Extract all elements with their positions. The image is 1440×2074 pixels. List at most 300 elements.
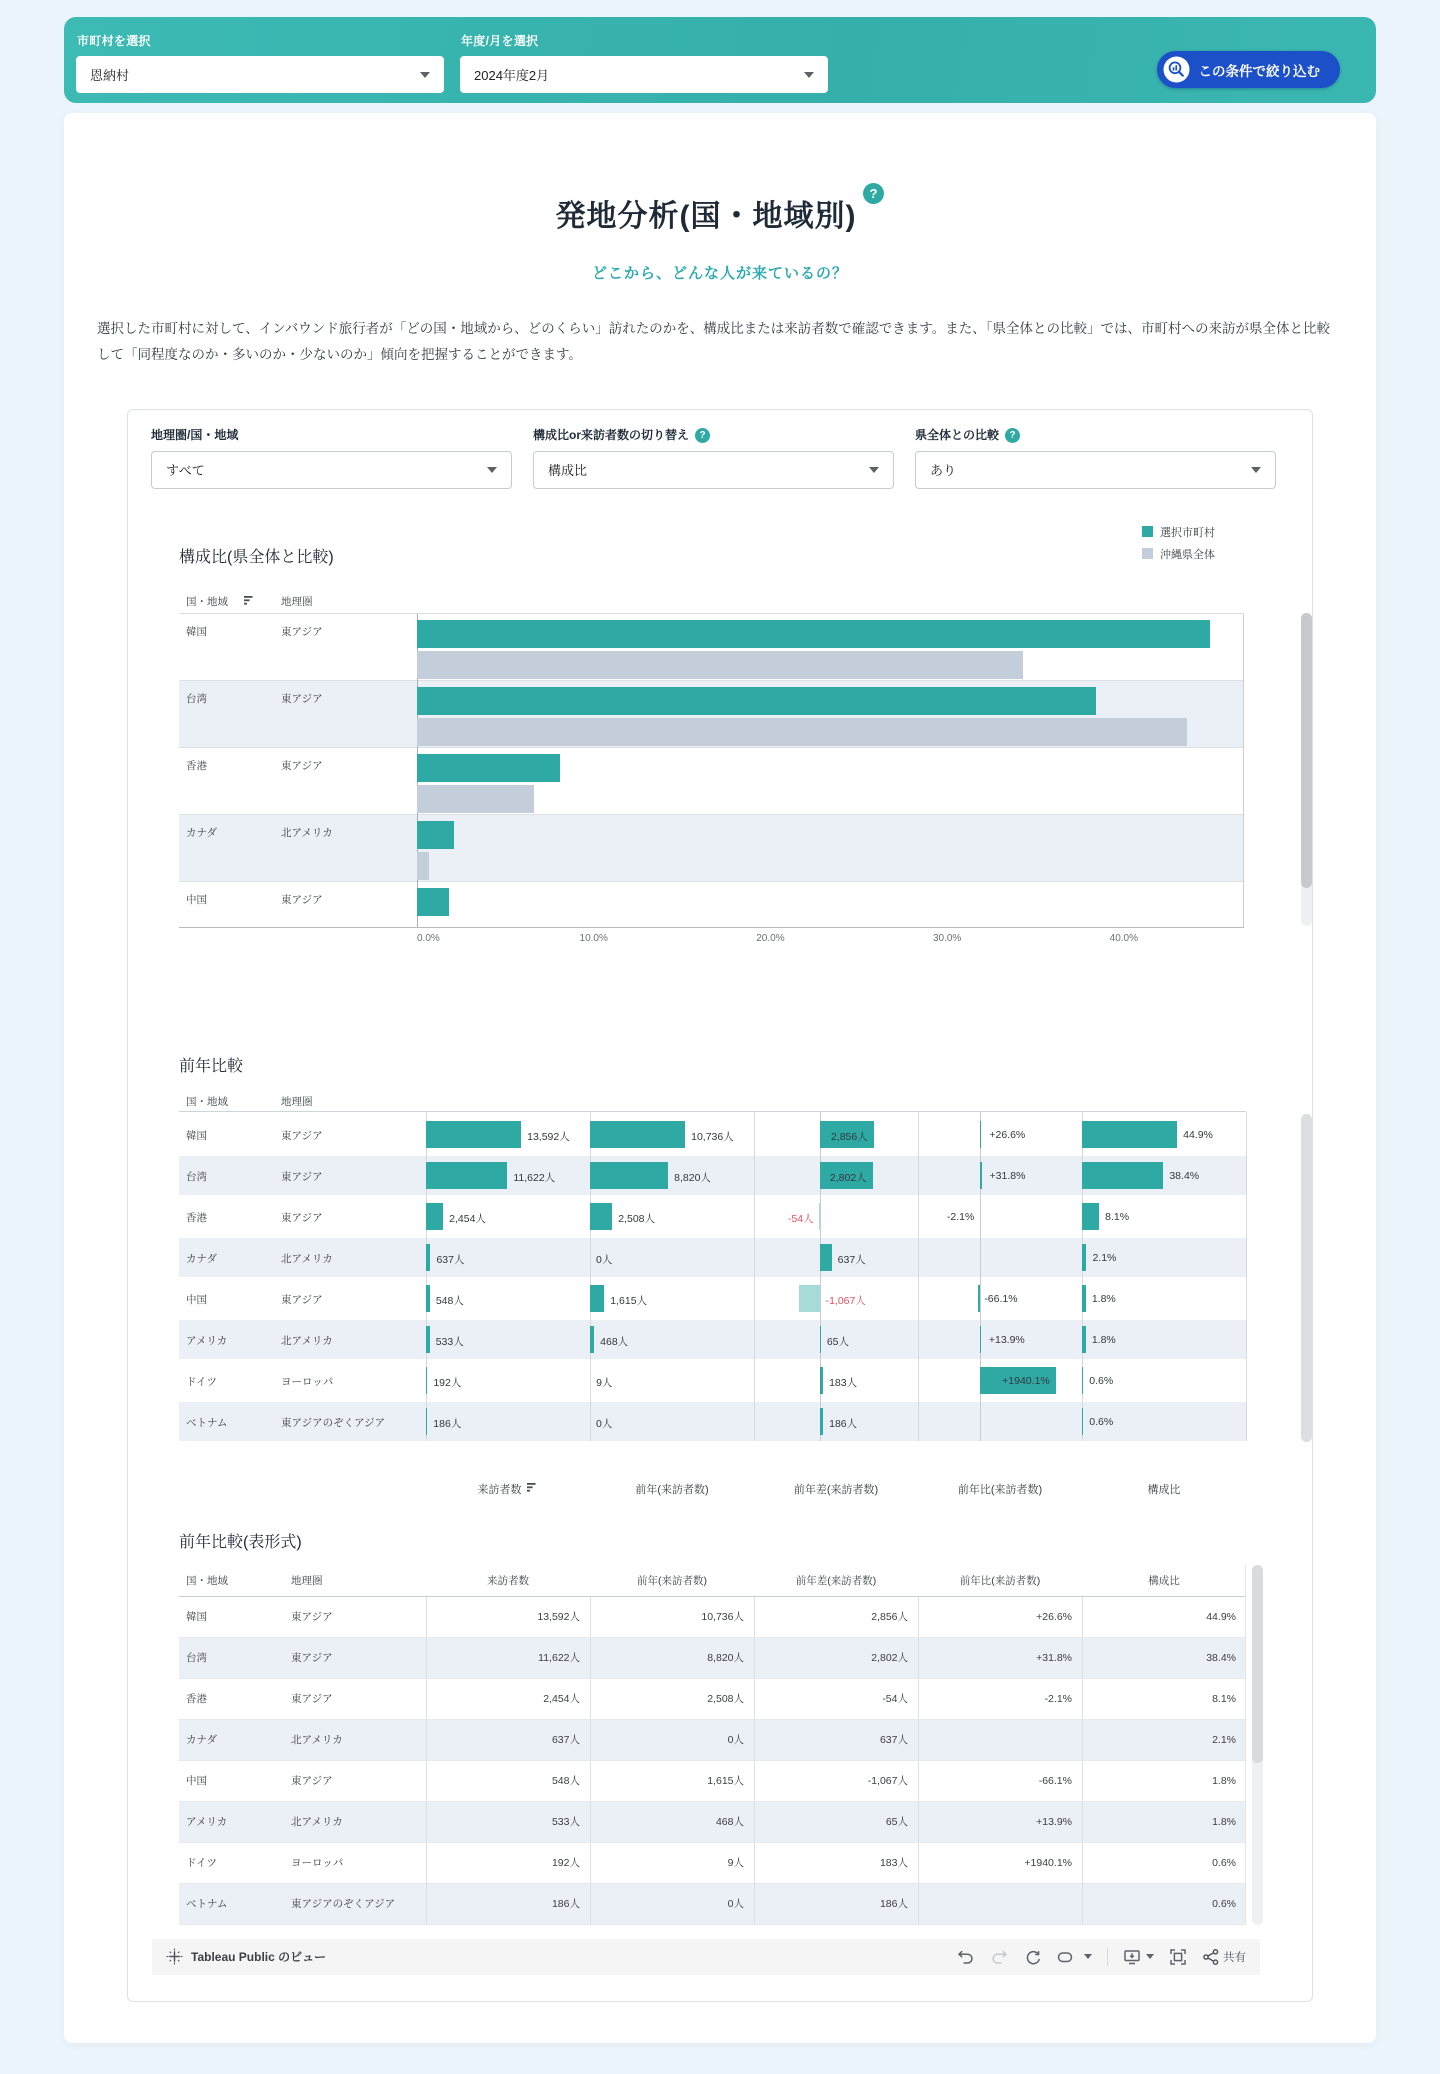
legend-swatch-teal bbox=[1142, 526, 1153, 537]
chart-composition-column-headers bbox=[179, 591, 1312, 613]
measure-value: 183人 bbox=[829, 1376, 858, 1389]
measure-cell-diff bbox=[754, 1361, 918, 1400]
column-header-region: 地理圏 bbox=[281, 596, 313, 609]
row-label-country: 中国 bbox=[186, 1293, 207, 1306]
table-cell: 2,508人 bbox=[590, 1679, 754, 1719]
row-plot bbox=[417, 614, 1244, 680]
axis-tick-label: 40.0% bbox=[1109, 932, 1139, 944]
measure-bar[interactable] bbox=[426, 1162, 507, 1189]
column-divider-line bbox=[918, 1112, 919, 1441]
row-plot bbox=[417, 681, 1244, 747]
tableau-toolbar bbox=[152, 1939, 1260, 1975]
row-label-country: カナダ bbox=[186, 1252, 217, 1265]
measure-cell-prev bbox=[590, 1197, 754, 1236]
municipality-label: 市町村を選択 bbox=[77, 34, 151, 48]
measure-bar[interactable] bbox=[426, 1408, 427, 1435]
measure-cell-diff bbox=[754, 1402, 918, 1441]
table-yoy bbox=[179, 1565, 1246, 1925]
row-plot bbox=[417, 882, 1244, 927]
measure-cell-visitors bbox=[426, 1115, 590, 1154]
table-header-prev: 前年(来訪者数) bbox=[637, 1574, 707, 1587]
table-body bbox=[179, 1597, 1245, 1925]
chart-composition-title: 構成比(県全体と比較) bbox=[179, 548, 334, 566]
filter-metric-select[interactable] bbox=[533, 451, 894, 489]
filter-header-bar bbox=[64, 17, 1376, 103]
row-label-region: 東アジア bbox=[281, 625, 323, 638]
table-cell: 2,454人 bbox=[426, 1679, 590, 1719]
column-header-country: 国・地域 bbox=[186, 1096, 228, 1109]
measure-cell-share bbox=[1082, 1279, 1246, 1318]
help-icon[interactable]: ? bbox=[863, 183, 884, 204]
row-label-region: 東アジアのぞくアジア bbox=[281, 1416, 386, 1429]
legend-label: 沖縄県全体 bbox=[1160, 548, 1215, 561]
legend-prefecture[interactable] bbox=[1142, 546, 1215, 562]
measure-cell-prev bbox=[590, 1115, 754, 1154]
table-cell: 0人 bbox=[590, 1720, 754, 1760]
apply-filter-button[interactable] bbox=[1157, 51, 1341, 88]
table-cell: 65人 bbox=[754, 1802, 918, 1842]
chevron-down-icon bbox=[1146, 1954, 1154, 1959]
table-yoy-title: 前年比較(表形式) bbox=[179, 1533, 302, 1551]
chart-row bbox=[179, 1238, 1246, 1277]
chart-composition-rows bbox=[179, 613, 1244, 927]
measure-cell-share bbox=[1082, 1320, 1246, 1359]
row-label-country: ベトナム bbox=[186, 1416, 228, 1429]
tableau-view-label: Tableau Public のビュー bbox=[191, 1950, 327, 1965]
measure-bar[interactable] bbox=[1082, 1244, 1086, 1271]
measure-cell-rate bbox=[918, 1156, 1082, 1195]
table-header-visitors: 来訪者数 bbox=[487, 1574, 529, 1587]
measure-cell-rate bbox=[918, 1320, 1082, 1359]
filter-comparison bbox=[915, 426, 1276, 489]
measure-value: +1940.1% bbox=[1002, 1374, 1050, 1387]
chart-row bbox=[179, 1320, 1246, 1359]
chart-row bbox=[179, 1279, 1246, 1318]
measure-bar[interactable] bbox=[980, 1162, 981, 1189]
chart-row bbox=[179, 681, 1244, 748]
table-cell: ヨーロッパ bbox=[291, 1857, 344, 1870]
measure-value-negative: -66.1% bbox=[984, 1292, 1018, 1305]
table-header-row bbox=[179, 1565, 1245, 1597]
filter-geography-label: 地理圏/国・地域 bbox=[151, 427, 239, 442]
measure-cell-share bbox=[1082, 1115, 1246, 1154]
table-cell: 8,820人 bbox=[590, 1638, 754, 1678]
measure-value: 9人 bbox=[596, 1376, 613, 1389]
measure-bar[interactable] bbox=[426, 1203, 443, 1230]
chart-row bbox=[179, 1156, 1246, 1195]
table-cell: +1940.1% bbox=[918, 1843, 1082, 1883]
measure-bar[interactable] bbox=[1082, 1162, 1163, 1189]
legend-label: 選択市町村 bbox=[1160, 526, 1215, 539]
sort-descending-icon[interactable] bbox=[527, 1482, 539, 1496]
table-row bbox=[179, 1802, 1245, 1843]
measure-value-negative: -2.1% bbox=[946, 1210, 975, 1223]
table-cell: アメリカ bbox=[186, 1816, 228, 1829]
scrollbar-thumb[interactable] bbox=[1252, 1565, 1263, 1763]
legend-selected-municipality[interactable] bbox=[1142, 524, 1215, 540]
measure-bar[interactable] bbox=[820, 1244, 832, 1271]
row-label-region: 北アメリカ bbox=[281, 1334, 333, 1347]
measure-cell-visitors bbox=[426, 1320, 590, 1359]
measure-bar[interactable] bbox=[1082, 1121, 1177, 1148]
measure-bar[interactable] bbox=[426, 1326, 430, 1353]
view-options-icon[interactable] bbox=[1057, 1948, 1092, 1966]
chart-row bbox=[179, 1361, 1246, 1400]
table-cell: 韓国 bbox=[186, 1611, 207, 1624]
measure-cell-rate bbox=[918, 1115, 1082, 1154]
measure-cell-diff bbox=[754, 1197, 918, 1236]
table-cell: -2.1% bbox=[918, 1679, 1082, 1719]
table-row bbox=[179, 1843, 1245, 1884]
measure-value: 13,592人 bbox=[527, 1130, 570, 1143]
measure-value: 0人 bbox=[596, 1253, 613, 1266]
measure-value: 186人 bbox=[433, 1417, 462, 1430]
measure-label-diff: 前年差(来訪者数) bbox=[793, 1483, 879, 1496]
table-cell: 東アジア bbox=[291, 1611, 333, 1624]
row-label-region: 東アジア bbox=[281, 692, 323, 705]
measure-cell-prev bbox=[590, 1156, 754, 1195]
measure-bar[interactable] bbox=[1082, 1367, 1083, 1394]
filter-metric-label: 構成比or来訪者数の切り替え ? bbox=[533, 426, 894, 443]
measure-cell-rate bbox=[918, 1402, 1082, 1441]
axis-tick-label: 20.0% bbox=[756, 932, 785, 944]
row-label-country: 台湾 bbox=[186, 692, 207, 705]
table-header-diff: 前年差(来訪者数) bbox=[795, 1574, 877, 1587]
table-cell: 2,802人 bbox=[754, 1638, 918, 1678]
bar-prefecture[interactable] bbox=[417, 718, 1187, 746]
row-label-country: 香港 bbox=[186, 759, 207, 772]
chart-composition-section bbox=[128, 526, 1312, 957]
period-field bbox=[460, 30, 828, 103]
table-cell: カナダ bbox=[186, 1734, 217, 1747]
chevron-down-icon bbox=[869, 467, 879, 473]
table-cell: 186人 bbox=[426, 1884, 590, 1924]
measure-cell-prev bbox=[590, 1238, 754, 1277]
measure-value: 1,615人 bbox=[610, 1294, 648, 1307]
measure-bar[interactable] bbox=[590, 1162, 668, 1189]
table-cell: 11,622人 bbox=[426, 1638, 590, 1678]
measure-value: 533人 bbox=[435, 1335, 464, 1348]
row-label-country: 香港 bbox=[186, 1211, 207, 1224]
measure-cell-diff bbox=[754, 1238, 918, 1277]
table-cell: 東アジアのぞくアジア bbox=[291, 1898, 396, 1911]
filter-comparison-label: 県全体との比較 ? bbox=[915, 426, 1276, 443]
filter-geography-select[interactable] bbox=[151, 451, 512, 489]
row-label-country: 韓国 bbox=[186, 625, 207, 638]
row-label-country: ドイツ bbox=[186, 1375, 217, 1388]
measure-cell-visitors bbox=[426, 1238, 590, 1277]
filter-comparison-select[interactable] bbox=[915, 451, 1276, 489]
redo-icon[interactable] bbox=[990, 1948, 1009, 1966]
bar-selected-municipality[interactable] bbox=[417, 620, 1210, 648]
table-yoy-section bbox=[128, 1529, 1312, 1925]
legend-swatch-gray bbox=[1142, 548, 1153, 559]
page-description: 選択した市町村に対して、インバウンド旅行者が「どの国・地域から、どのくらい」訪れたのかを、構成比または来訪者数で確認できます。また、「県全体との比較」では、市町村への来訪が県全体と比較して「同程度なのか・多いのか・少ないのか」傾向を把握することができます。 bbox=[97, 321, 1330, 363]
measure-value-negative: -54人 bbox=[787, 1212, 814, 1225]
measure-value: 637人 bbox=[436, 1253, 465, 1266]
table-cell: 1.8% bbox=[1082, 1761, 1246, 1801]
measure-value: 38.4% bbox=[1169, 1169, 1200, 1182]
measure-cell-prev bbox=[590, 1361, 754, 1400]
row-label-country: 台湾 bbox=[186, 1170, 207, 1183]
row-label-country: 中国 bbox=[186, 893, 207, 906]
table-row bbox=[179, 1679, 1245, 1720]
measure-cell-visitors bbox=[426, 1402, 590, 1441]
row-label-region: 東アジア bbox=[281, 1129, 323, 1142]
table-cell: 44.9% bbox=[1082, 1597, 1246, 1637]
measure-bar[interactable] bbox=[1082, 1408, 1083, 1435]
table-cell: 8.1% bbox=[1082, 1679, 1246, 1719]
bar-prefecture[interactable] bbox=[417, 852, 429, 880]
measure-bar[interactable] bbox=[1082, 1203, 1099, 1230]
bar-selected-municipality[interactable] bbox=[417, 888, 449, 916]
axis-tick-label: 30.0% bbox=[932, 932, 962, 944]
measure-cell-prev bbox=[590, 1279, 754, 1318]
table-cell: 0.6% bbox=[1082, 1843, 1246, 1883]
chart-row bbox=[179, 815, 1244, 882]
table-cell: +26.6% bbox=[918, 1597, 1082, 1637]
measure-cell-share bbox=[1082, 1402, 1246, 1441]
measure-bar[interactable] bbox=[980, 1121, 981, 1148]
measure-value: 1.8% bbox=[1091, 1292, 1116, 1305]
measure-bar-negative[interactable] bbox=[819, 1203, 820, 1230]
table-cell: 2.1% bbox=[1082, 1720, 1246, 1760]
table-cell: 468人 bbox=[590, 1802, 754, 1842]
chevron-down-icon bbox=[804, 72, 814, 78]
table-row bbox=[179, 1884, 1245, 1925]
table-cell: 183人 bbox=[754, 1843, 918, 1883]
vertical-scrollbar[interactable] bbox=[1301, 1114, 1312, 1442]
measure-value: +26.6% bbox=[989, 1128, 1026, 1141]
period-label: 年度/月を選択 bbox=[461, 34, 539, 48]
measure-value: 0.6% bbox=[1089, 1374, 1114, 1387]
measure-bar-negative[interactable] bbox=[978, 1285, 981, 1312]
table-cell: 192人 bbox=[426, 1843, 590, 1883]
table-cell: 北アメリカ bbox=[291, 1734, 343, 1747]
column-header-country: 国・地域 bbox=[186, 596, 228, 609]
row-label-region: 東アジア bbox=[281, 1170, 323, 1183]
table-row bbox=[179, 1597, 1245, 1638]
measure-cell-diff bbox=[754, 1279, 918, 1318]
measure-value: 186人 bbox=[829, 1417, 858, 1430]
table-cell bbox=[918, 1720, 1082, 1760]
measure-label-rate: 前年比(来訪者数) bbox=[957, 1483, 1043, 1496]
chevron-down-icon bbox=[420, 72, 430, 78]
table-cell: 東アジア bbox=[291, 1775, 333, 1788]
measure-value: 2.1% bbox=[1092, 1251, 1117, 1264]
row-label-region: 東アジア bbox=[281, 893, 323, 906]
filter-metric-value: 構成比 bbox=[548, 463, 588, 479]
period-value: 2024年度2月 bbox=[474, 68, 550, 83]
table-cell: 香港 bbox=[186, 1693, 207, 1706]
filter-metric bbox=[533, 426, 894, 489]
measure-cell-rate bbox=[918, 1279, 1082, 1318]
row-label-region: 東アジア bbox=[281, 759, 323, 772]
chart-yoy-section bbox=[128, 1053, 1312, 1497]
viz-filters bbox=[128, 426, 1312, 489]
measure-bar[interactable] bbox=[1082, 1285, 1086, 1312]
help-icon[interactable]: ? bbox=[1005, 428, 1020, 443]
table-cell: 1.8% bbox=[1082, 1802, 1246, 1842]
measure-value: 548人 bbox=[435, 1294, 464, 1307]
measure-cell-prev bbox=[590, 1402, 754, 1441]
measure-bar[interactable] bbox=[1082, 1326, 1086, 1353]
measure-cell-share bbox=[1082, 1361, 1246, 1400]
row-label-region: 北アメリカ bbox=[281, 1252, 333, 1265]
measure-value: 2,454人 bbox=[449, 1212, 486, 1225]
measure-cell-share bbox=[1082, 1156, 1246, 1195]
chart-yoy-column-headers bbox=[179, 1093, 1312, 1111]
measure-value: 192人 bbox=[433, 1376, 462, 1389]
row-plot bbox=[417, 815, 1244, 881]
table-cell: 中国 bbox=[186, 1775, 207, 1788]
page-subtitle: どこから、どんな人が来ているの？ bbox=[591, 265, 848, 282]
measure-cell-rate bbox=[918, 1197, 1082, 1236]
bar-selected-municipality[interactable] bbox=[417, 687, 1096, 715]
measure-bar[interactable] bbox=[820, 1367, 823, 1394]
table-cell: 533人 bbox=[426, 1802, 590, 1842]
table-cell: ドイツ bbox=[186, 1857, 217, 1870]
axis-line bbox=[1243, 614, 1244, 927]
chart-row bbox=[179, 748, 1244, 815]
undo-icon[interactable] bbox=[956, 1948, 975, 1966]
bar-prefecture[interactable] bbox=[417, 651, 1023, 679]
vertical-scrollbar[interactable] bbox=[1301, 613, 1312, 926]
vertical-scrollbar[interactable] bbox=[1252, 1565, 1263, 1925]
measure-value: 2,802人 bbox=[829, 1171, 867, 1184]
chart-row bbox=[179, 1197, 1246, 1236]
measure-bar[interactable] bbox=[590, 1326, 594, 1353]
measure-bar[interactable] bbox=[426, 1244, 430, 1271]
measure-cell-visitors bbox=[426, 1156, 590, 1195]
table-cell bbox=[918, 1884, 1082, 1924]
table-cell: 北アメリカ bbox=[291, 1816, 343, 1829]
table-cell: 台湾 bbox=[186, 1652, 207, 1665]
scrollbar-thumb[interactable] bbox=[1301, 613, 1312, 888]
main-card bbox=[64, 113, 1376, 2043]
measure-cell-visitors bbox=[426, 1197, 590, 1236]
chart-row bbox=[179, 1402, 1246, 1441]
measure-bar[interactable] bbox=[426, 1121, 521, 1148]
chart-yoy-rows bbox=[179, 1111, 1246, 1441]
download-icon[interactable] bbox=[1123, 1948, 1154, 1966]
row-label-region: 北アメリカ bbox=[281, 826, 333, 839]
table-cell: +13.9% bbox=[918, 1802, 1082, 1842]
measure-value: 8.1% bbox=[1105, 1210, 1130, 1223]
table-cell: 1,615人 bbox=[590, 1761, 754, 1801]
measure-value: 8,820人 bbox=[674, 1171, 711, 1184]
measure-bar[interactable] bbox=[820, 1408, 824, 1435]
table-cell: 9人 bbox=[590, 1843, 754, 1883]
measure-bar-negative[interactable] bbox=[799, 1285, 819, 1312]
measure-label-prev: 前年(来訪者数) bbox=[635, 1483, 709, 1496]
measure-cell-rate bbox=[918, 1361, 1082, 1400]
reset-icon[interactable] bbox=[1024, 1948, 1042, 1966]
measure-cell-diff bbox=[754, 1320, 918, 1359]
table-cell: 186人 bbox=[754, 1884, 918, 1924]
table-cell: 0.6% bbox=[1082, 1884, 1246, 1924]
measure-value: 11,622人 bbox=[513, 1171, 556, 1184]
table-header-share: 構成比 bbox=[1148, 1574, 1180, 1587]
municipality-select[interactable] bbox=[76, 56, 444, 93]
page-title-text: 発地分析(国・地域別) bbox=[555, 200, 857, 233]
measure-bar[interactable] bbox=[590, 1121, 685, 1148]
chevron-down-icon bbox=[1084, 1954, 1092, 1959]
table-cell: ベトナム bbox=[186, 1898, 228, 1911]
sort-descending-icon[interactable] bbox=[244, 595, 256, 609]
measure-value: 0人 bbox=[596, 1417, 613, 1430]
table-cell: 10,736人 bbox=[590, 1597, 754, 1637]
measure-cell-visitors bbox=[426, 1361, 590, 1400]
measure-value: 468人 bbox=[600, 1335, 629, 1348]
column-divider-line bbox=[754, 1112, 755, 1441]
measure-cell-share bbox=[1082, 1197, 1246, 1236]
measure-cell-prev bbox=[590, 1320, 754, 1359]
measure-cell-visitors bbox=[426, 1279, 590, 1318]
chart-row bbox=[179, 1115, 1246, 1154]
filter-geography bbox=[151, 426, 512, 489]
table-cell: 548人 bbox=[426, 1761, 590, 1801]
table-cell: -54人 bbox=[754, 1679, 918, 1719]
table-row bbox=[179, 1720, 1245, 1761]
chart-composition-axis bbox=[179, 927, 1244, 957]
chart-yoy-title: 前年比較 bbox=[179, 1057, 244, 1075]
search-chart-icon bbox=[1163, 56, 1190, 83]
bar-prefecture[interactable] bbox=[417, 785, 534, 813]
help-icon[interactable]: ? bbox=[695, 428, 710, 443]
fullscreen-icon[interactable] bbox=[1169, 1948, 1187, 1966]
table-cell: -66.1% bbox=[918, 1761, 1082, 1801]
bar-selected-municipality[interactable] bbox=[417, 754, 560, 782]
row-label-country: カナダ bbox=[186, 826, 217, 839]
share-label: 共有 bbox=[1223, 1951, 1246, 1964]
row-label-country: 韓国 bbox=[186, 1129, 207, 1142]
table-header-region: 地理圏 bbox=[291, 1574, 323, 1587]
period-select[interactable] bbox=[460, 56, 828, 93]
toolbar-divider bbox=[1107, 1948, 1108, 1966]
filter-comparison-value: あり bbox=[930, 463, 957, 479]
measure-value: 65人 bbox=[826, 1335, 850, 1348]
chevron-down-icon bbox=[1251, 467, 1261, 473]
table-row bbox=[179, 1638, 1245, 1679]
measure-cell-diff bbox=[754, 1115, 918, 1154]
measure-value: +13.9% bbox=[988, 1333, 1025, 1346]
apply-filter-label: この条件で絞り込む bbox=[1198, 63, 1320, 79]
table-header-rate: 前年比(来訪者数) bbox=[959, 1574, 1041, 1587]
row-plot bbox=[417, 748, 1244, 814]
measure-bar[interactable] bbox=[590, 1285, 604, 1312]
share-icon[interactable] bbox=[1202, 1948, 1246, 1966]
table-header-country: 国・地域 bbox=[186, 1574, 228, 1587]
chevron-down-icon bbox=[487, 467, 497, 473]
measure-bar[interactable] bbox=[980, 1326, 981, 1353]
bar-selected-municipality[interactable] bbox=[417, 821, 454, 849]
measure-label-share: 構成比 bbox=[1147, 1483, 1181, 1496]
page-title bbox=[64, 113, 1376, 235]
measure-value: 44.9% bbox=[1183, 1128, 1213, 1141]
measure-bar[interactable] bbox=[426, 1367, 427, 1394]
measure-bar[interactable] bbox=[590, 1203, 612, 1230]
scrollbar-thumb[interactable] bbox=[1301, 1114, 1312, 1442]
analysis-panel bbox=[127, 409, 1313, 2002]
table-cell: -1,067人 bbox=[754, 1761, 918, 1801]
tableau-logo-icon bbox=[166, 1948, 183, 1965]
chart-row bbox=[179, 882, 1244, 927]
row-label-country: アメリカ bbox=[186, 1334, 228, 1347]
row-label-region: 東アジア bbox=[281, 1293, 323, 1306]
measure-bar[interactable] bbox=[820, 1326, 821, 1353]
measure-bar[interactable] bbox=[426, 1285, 430, 1312]
